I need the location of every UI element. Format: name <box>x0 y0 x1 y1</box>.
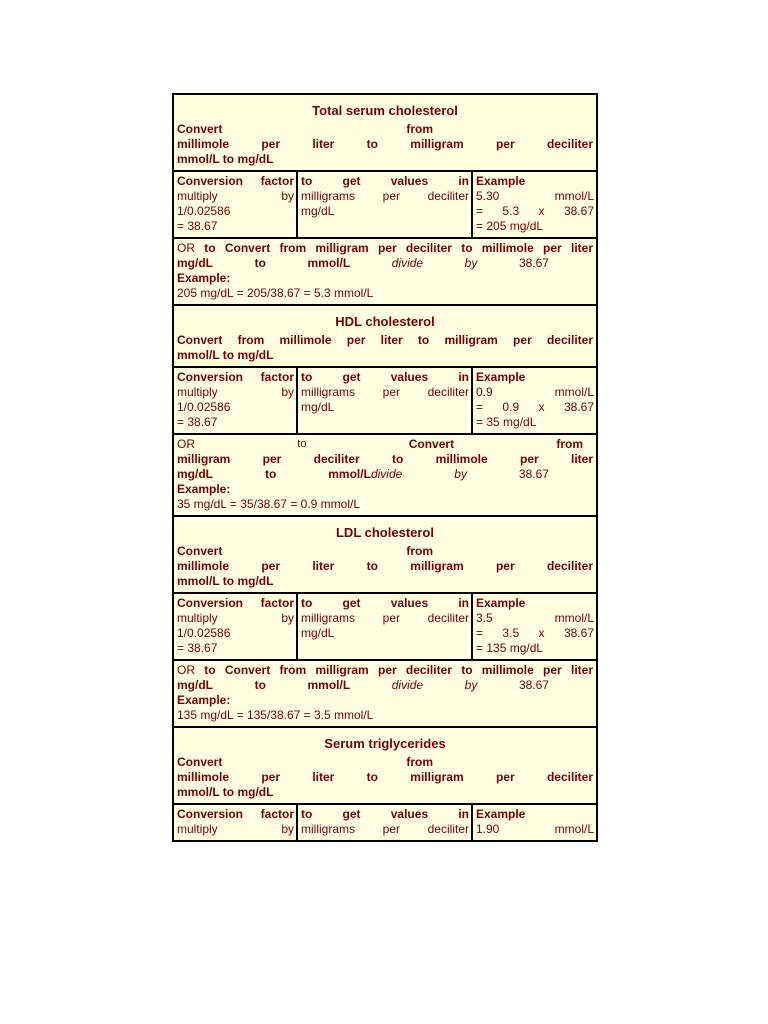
convert-units-line: millimole per liter to milligram per deciliter <box>177 559 593 573</box>
target-units-abbrev: mg/dL <box>301 626 335 640</box>
example-cell <box>473 172 596 237</box>
example-result: = 205 mg/dL <box>476 219 544 233</box>
reverse-convert: Convert <box>408 437 455 451</box>
reverse-line <box>177 241 593 256</box>
multiply-by-text: multiply by <box>177 385 294 399</box>
convert-units-line: millimole per liter to milligram per deciliter <box>177 770 593 784</box>
example-result: = 35 mg/dL <box>476 415 537 429</box>
example-head: Example <box>476 807 526 821</box>
reverse-formula-line <box>177 467 593 482</box>
reverse-by: by <box>464 256 478 270</box>
conversion-factor-head: Conversion factor <box>177 174 294 188</box>
conversion-factor-head: Conversion factor <box>177 807 294 821</box>
example-input: 5.30 mmol/L <box>476 189 594 203</box>
example-cell <box>473 368 596 433</box>
section-title: Serum triglycerides <box>324 736 446 751</box>
factor-value: = 38.67 <box>177 415 218 429</box>
factor-value: = 38.67 <box>177 641 218 655</box>
or-word: OR <box>177 437 195 451</box>
target-units-abbrev: mg/dL <box>301 400 335 414</box>
example-calc: = 0.9 x 38.67 <box>476 400 594 414</box>
target-units-cell <box>298 368 473 433</box>
conversion-factor-cell <box>174 172 298 237</box>
reverse-conversion-cell <box>174 239 596 306</box>
example-calc: = 5.3 x 38.67 <box>476 204 594 218</box>
reverse-factor: 38.67 <box>518 256 549 270</box>
target-units-text: milligrams per deciliter <box>301 822 469 836</box>
reverse-mmol: mmol/L <box>307 256 351 270</box>
reverse-mmol: mmol/L <box>328 467 371 481</box>
target-units-cell <box>298 594 473 659</box>
reverse-text: milligram per deciliter to millimole per liter <box>177 452 593 466</box>
reverse-to-small: to <box>297 438 307 450</box>
target-units-head: to get values in <box>301 370 469 384</box>
reverse-to: to <box>254 256 266 270</box>
reverse-example-head: Example: <box>177 693 231 707</box>
example-cell <box>473 594 596 659</box>
reverse-factor: 38.67 <box>518 467 549 481</box>
example-head: Example <box>476 596 526 610</box>
example-input: 3.5 mmol/L <box>476 611 594 625</box>
target-units-cell <box>298 805 473 840</box>
reverse-formula-line <box>177 678 593 693</box>
factor-value: = 38.67 <box>177 219 218 233</box>
convert-units-line: Convert from millimole per liter to milligram per deciliter <box>177 333 593 347</box>
reverse-factor: 38.67 <box>518 678 549 692</box>
target-units-text: milligrams per deciliter <box>301 189 469 203</box>
reverse-conversion-cell <box>174 661 596 728</box>
target-units-text: milligrams per deciliter <box>301 611 469 625</box>
example-head: Example <box>476 174 526 188</box>
convert-word: Convert <box>177 122 223 136</box>
reverse-from: from <box>556 437 583 451</box>
target-units-cell <box>298 172 473 237</box>
section-ldl-header <box>174 517 596 594</box>
reverse-example-head: Example: <box>177 482 231 496</box>
conversion-factor-head: Conversion factor <box>177 596 294 610</box>
reverse-by: by <box>464 678 478 692</box>
reverse-to: to <box>254 678 266 692</box>
reverse-mgdl: mg/dL <box>177 467 213 481</box>
conversion-table-row <box>174 172 596 239</box>
reverse-conversion-cell <box>174 435 596 517</box>
multiply-by-text: multiply by <box>177 822 294 836</box>
convert-units-line: millimole per liter to milligram per deciliter <box>177 137 593 151</box>
conversion-factor-head: Conversion factor <box>177 370 294 384</box>
reverse-to: to <box>264 467 277 481</box>
convert-word: Convert <box>177 755 223 769</box>
example-head: Example <box>476 370 526 384</box>
reverse-example-calc: 35 mg/dL = 35/38.67 = 0.9 mmol/L <box>177 497 361 511</box>
convert-word: Convert <box>177 544 223 558</box>
conversion-table-row <box>174 805 596 840</box>
reverse-divide: divide <box>370 467 403 481</box>
section-title: HDL cholesterol <box>335 314 435 329</box>
section-hdl-header <box>174 306 596 368</box>
from-word: from <box>406 122 433 136</box>
or-word: OR <box>177 241 195 255</box>
example-input: 0.9 mmol/L <box>476 385 594 399</box>
conversion-table-row <box>174 368 596 435</box>
conversion-document <box>172 93 598 842</box>
conversion-table-row <box>174 594 596 661</box>
example-calc: = 3.5 x 38.67 <box>476 626 594 640</box>
multiply-by-text: multiply by <box>177 611 294 625</box>
section-title: LDL cholesterol <box>335 525 434 540</box>
reverse-mgdl: mg/dL <box>177 678 213 692</box>
from-word: from <box>406 755 433 769</box>
section-title: Total serum cholesterol <box>312 103 458 118</box>
multiply-by-text: multiply by <box>177 189 294 203</box>
target-units-head: to get values in <box>301 807 469 821</box>
reverse-example-head: Example: <box>177 271 231 285</box>
convert-abbrev-line: mmol/L to mg/dL <box>177 152 274 166</box>
reverse-example-calc: 135 mg/dL = 135/38.67 = 3.5 mmol/L <box>177 708 374 722</box>
convert-from-line <box>177 122 593 137</box>
reverse-divide: divide <box>391 678 424 692</box>
convert-from-line <box>177 755 593 770</box>
reverse-text: to Convert from milligram per deciliter to millimole per liter <box>204 241 593 255</box>
convert-abbrev-line: mmol/L to mg/dL <box>177 785 274 799</box>
example-cell <box>473 805 596 840</box>
or-word: OR <box>177 663 195 677</box>
from-word: from <box>406 544 433 558</box>
example-input: 1.90 mmol/L <box>476 822 594 836</box>
reverse-formula-line <box>177 256 593 271</box>
target-units-abbrev: mg/dL <box>301 204 335 218</box>
reverse-text: to Convert from milligram per deciliter to millimole per liter <box>204 663 593 677</box>
factor-fraction: 1/0.02586 <box>177 626 231 640</box>
target-units-text: milligrams per deciliter <box>301 385 469 399</box>
reverse-by: by <box>454 467 467 481</box>
factor-fraction: 1/0.02586 <box>177 204 231 218</box>
reverse-divide: divide <box>391 256 424 270</box>
factor-fraction: 1/0.02586 <box>177 400 231 414</box>
reverse-mgdl: mg/dL <box>177 256 213 270</box>
section-triglycerides-header <box>174 728 596 805</box>
conversion-factor-cell <box>174 805 298 840</box>
target-units-head: to get values in <box>301 596 469 610</box>
example-result: = 135 mg/dL <box>476 641 544 655</box>
conversion-factor-cell <box>174 368 298 433</box>
convert-from-line <box>177 544 593 559</box>
reverse-example-calc: 205 mg/dL = 205/38.67 = 5.3 mmol/L <box>177 286 374 300</box>
convert-abbrev-line: mmol/L to mg/dL <box>177 574 274 588</box>
target-units-head: to get values in <box>301 174 469 188</box>
convert-abbrev-line: mmol/L to mg/dL <box>177 348 274 362</box>
reverse-line <box>177 437 593 452</box>
reverse-mmol: mmol/L <box>307 678 351 692</box>
reverse-line <box>177 663 593 678</box>
conversion-factor-cell <box>174 594 298 659</box>
section-total-cholesterol-header <box>174 95 596 172</box>
